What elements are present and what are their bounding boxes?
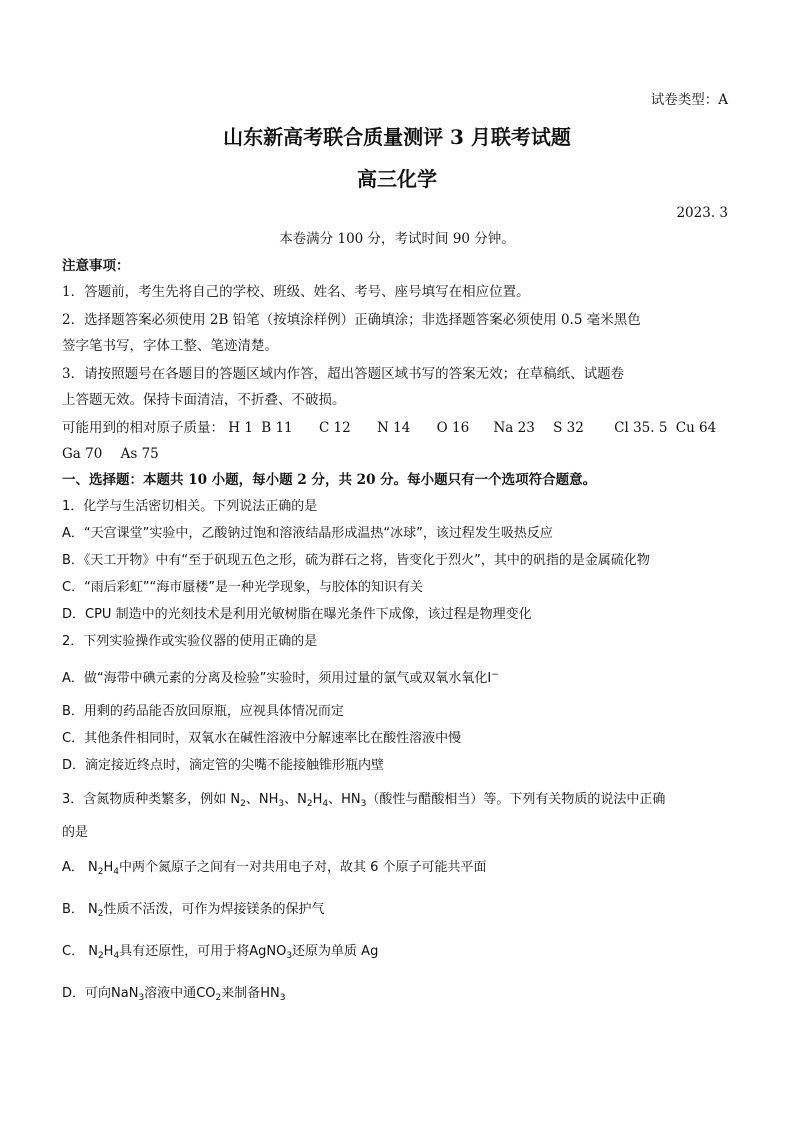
q3-option-d-mid2: 来制备 (221, 986, 261, 1001)
atomic-mass: S 32 (553, 420, 584, 436)
q3-option-c-tail: 还原为单质 Ag (292, 944, 379, 959)
q2-option-d: D．滴定接近终点时，滴定管的尖嘴不能接触锥形瓶内壁 (62, 758, 385, 773)
atomic-mass: Ga 70 (62, 446, 103, 462)
q3-option-a: A． $N_2H_4$中两个氮原子之间有一对共用电子对，故其 6 个原子可能共平面 (62, 860, 487, 877)
q2-stem: 2．下列实验操作或实验仪器的使用正确的是 (62, 634, 318, 649)
note-3-cont: 上答题无效。保持卡面清洁，不折叠、不破损。 (62, 392, 346, 408)
exam-title: 山东新高考联合质量测评 3 月联考试题 (223, 125, 571, 149)
q3-stem-end: （酸性与醋酸相当）等。下列有关物质的说法中正确 (366, 792, 666, 807)
atomic-mass: Cu 64 (675, 420, 717, 436)
q3-option-d: D．可向NaN$_3$溶液中通$CO_2$来制备$HN_3$ (62, 986, 286, 1003)
q3-option-c-text: 具有还原性，可用于将 (119, 944, 250, 959)
q1-stem: 1．化学与生活密切相关。下列说法正确的是 (62, 499, 318, 514)
atomic-masses-line2 (62, 444, 730, 464)
paper-type: 试卷类型：A (650, 92, 728, 108)
note-2: 2．选择题答案必须使用 2B 铅笔（按填涂样例）正确填涂；非选择题答案必须使用 0.5 毫米黑色 (62, 312, 641, 328)
q2-option-a-text: A．做“海带中碘元素的分离及检验”实验时，须用过量的氯气或双氧水氧化I (62, 671, 492, 686)
exam-info: 本卷满分 100 分，考试时间 90 分钟。 (279, 231, 515, 247)
atomic-mass: B 11 (261, 420, 293, 436)
exam-subtitle: 高三化学 (357, 167, 437, 191)
atomic-mass: Na 23 (493, 420, 535, 436)
superscript: − (491, 670, 499, 680)
q3-stem (62, 790, 730, 810)
atomic-masses-line1 (62, 418, 730, 438)
q1-option-a: A．“天宫课堂”实验中，乙酸钠过饱和溶液结晶形成温热“冰球”，该过程发生吸热反应 (62, 526, 553, 541)
atomic-mass: N 14 (377, 420, 411, 436)
atomic-mass: C 12 (318, 420, 351, 436)
q3-option-d-mid: 溶液中通 (144, 986, 197, 1001)
note-2-cont: 签字笔书写，字体工整、笔迹清楚。 (62, 338, 278, 354)
q2-option-b: B．用剩的药品能否放回原瓶，应视具体情况而定 (62, 704, 344, 719)
atomic-mass: As 75 (120, 446, 159, 462)
q1-option-c: C．“雨后彩虹”“海市蜃楼”是一种光学现象，与胶体的知识有关 (62, 580, 424, 595)
q1-option-d: D．CPU 制造中的光刻技术是利用光敏树脂在曝光条件下成像，该过程是物理变化 (62, 607, 532, 622)
notes-heading: 注意事项： (62, 258, 130, 274)
atomic-mass: Cl 35. 5 (614, 420, 668, 436)
q3-stem-cont: 的是 (62, 825, 89, 840)
atomic-masses-label: 可能用到的相对原子质量： (62, 420, 224, 436)
q3-option-b-text: 性质不活泼，可作为焊接镁条的保护气 (103, 902, 325, 917)
q3-option-c: C． $N_2H_4$具有还原性，可用于将AgNO$_3$还原为单质 Ag (62, 944, 379, 961)
note-1: 1．答题前，考生先将自己的学校、班级、姓名、考号、座号填写在相应位置。 (62, 284, 530, 300)
q2-option-a (62, 669, 730, 689)
atomic-mass: H 1 (228, 420, 253, 436)
q3-option-b: B． $N_2$性质不活泼，可作为焊接镁条的保护气 (62, 902, 325, 919)
q3-option-d-start: D．可向 (62, 986, 112, 1001)
q3-stem-start: 3．含氮物质种类繁多，例如 (62, 792, 227, 807)
exam-date: 2023. 3 (676, 205, 728, 221)
q1-option-b: B．《天工开物》中有“至于矾现五色之形，硫为群石之将，皆变化于烈火”，其中的矾指的是金属硫化物 (62, 553, 650, 568)
note-3: 3．请按照题号在各题目的答题区域内作答，超出答题区域书写的答案无效；在草稿纸、试题卷 (62, 366, 625, 382)
formula: $N_2$、$NH_3$、$N_2H_4$、$HN_3$ (230, 792, 367, 809)
q2-option-c: C．其他条件相同时，双氧水在碱性溶液中分解速率比在酸性溶液中慢 (62, 731, 462, 746)
q3-option-a-text: 中两个氮原子之间有一对共用电子对，故其 6 个原子可能共平面 (119, 860, 487, 875)
section-heading: 一、选择题：本题共 10 小题，每小题 2 分，共 20 分。每小题只有一个选项符合题意。 (62, 472, 597, 488)
atomic-mass: O 16 (436, 420, 470, 436)
